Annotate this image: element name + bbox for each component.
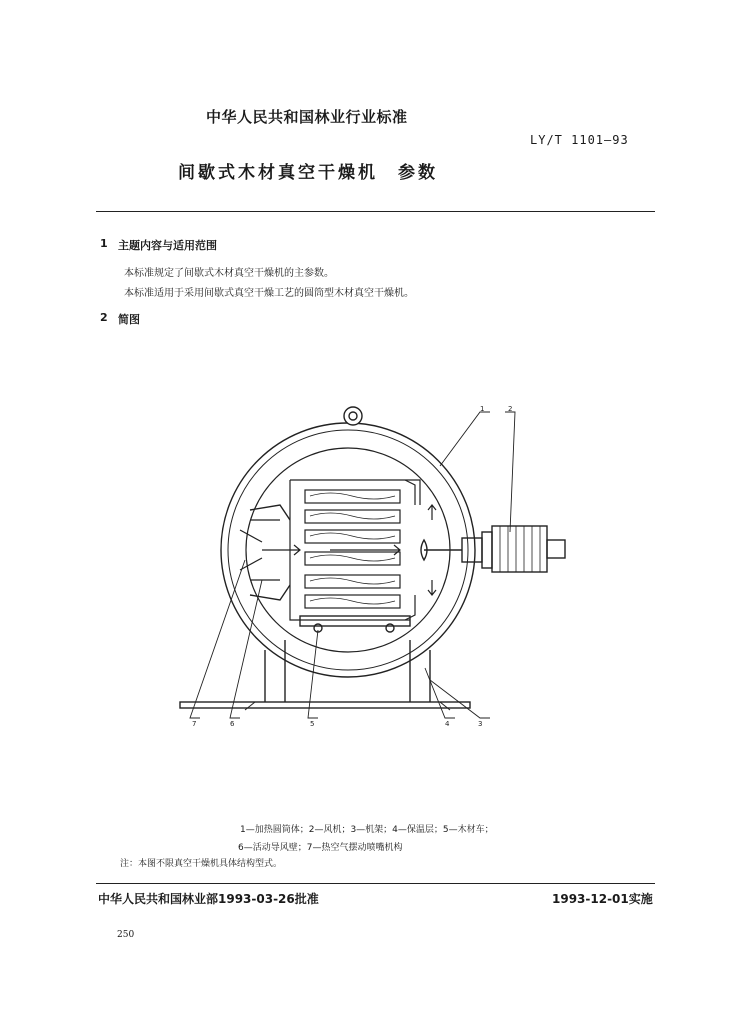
callout-label: 4 — [445, 720, 450, 728]
lifting-lug — [344, 407, 362, 425]
timber-stacks — [305, 490, 400, 608]
figure-legend: 6—活动导风壁；7—热空气摆动喷嘴机构 — [238, 843, 403, 853]
base-plate — [180, 702, 470, 708]
page-number: 250 — [117, 930, 135, 940]
callout-label: 7 — [192, 720, 197, 728]
fan-motor — [462, 526, 565, 572]
section-2-number: 2 — [100, 311, 108, 324]
document-title: 间歇式木材真空干燥机 参数 — [178, 163, 438, 183]
figure-note: 注：本图不限真空干燥机具体结构型式。 — [120, 859, 283, 869]
footer-divider — [96, 883, 655, 884]
callout-label: 2 — [508, 405, 513, 413]
standard-code: LY/T 1101—93 — [530, 133, 629, 147]
issuer-heading: 中华人民共和国林业行业标准 — [206, 108, 408, 126]
callout-label: 3 — [478, 720, 483, 728]
section-1-number: 1 — [100, 237, 108, 250]
callout-label: 6 — [230, 720, 235, 728]
airflow-arrows — [240, 480, 436, 620]
section-2-title: 简图 — [118, 313, 140, 326]
figure-legend: 1—加热圆筒体；2—风机；3—机架；4—保温层；5—木材车； — [240, 825, 494, 835]
section-1-paragraph: 本标准适用于采用间歇式真空干燥工艺的圆筒型木材真空干燥机。 — [124, 288, 414, 299]
callout-label: 1 — [480, 405, 485, 413]
callout-label: 5 — [310, 720, 315, 728]
frame-legs — [265, 640, 430, 702]
effective-date: 1993-12-01实施 — [552, 892, 653, 906]
section-1-paragraph: 本标准规定了间歇式木材真空干燥机的主参数。 — [124, 268, 334, 279]
section-1-title: 主题内容与适用范围 — [118, 239, 217, 252]
approval-date: 中华人民共和国林业部1993-03-26批准 — [98, 892, 319, 906]
